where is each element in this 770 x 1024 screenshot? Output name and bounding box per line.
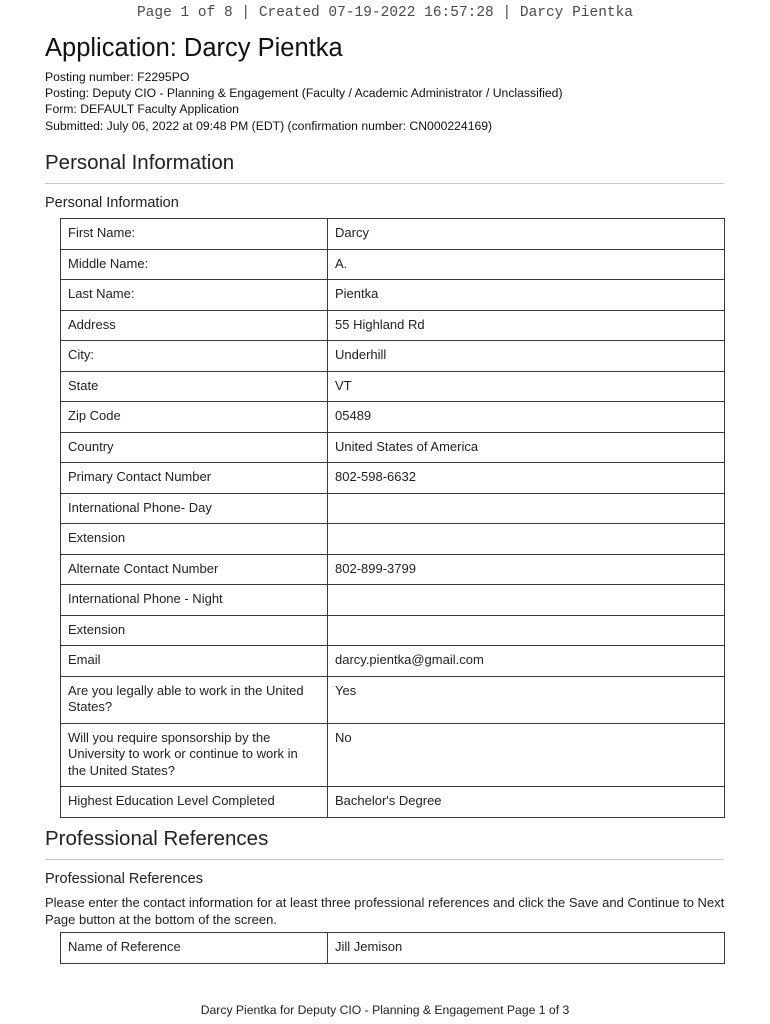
field-value: Darcy	[328, 219, 725, 250]
field-label: Country	[61, 432, 328, 463]
field-label: Address	[61, 310, 328, 341]
field-value: 05489	[328, 402, 725, 433]
field-value: Bachelor's Degree	[328, 787, 725, 818]
submitted-info: Submitted: July 06, 2022 at 09:48 PM (EDT) (confirmation number: CN000224169)	[45, 118, 493, 133]
field-value: Underhill	[328, 341, 725, 372]
posting-number: Posting number: F2295PO	[45, 70, 190, 84]
table-row	[61, 524, 725, 555]
table-row	[61, 585, 725, 616]
table-row	[61, 432, 725, 463]
table-row	[61, 615, 725, 646]
field-label: Extension	[61, 615, 328, 646]
table-row	[61, 787, 725, 818]
field-label: Zip Code	[61, 402, 328, 433]
table-row	[61, 493, 725, 524]
table-row	[61, 723, 725, 787]
field-value: VT	[328, 371, 725, 402]
field-value: Yes	[328, 676, 725, 723]
table-row	[61, 554, 725, 585]
page-title: Application: Darcy Pientka	[45, 34, 343, 62]
field-value: 802-899-3799	[328, 554, 725, 585]
field-value: 802-598-6632	[328, 463, 725, 494]
field-label: Primary Contact Number	[61, 463, 328, 494]
table-row	[61, 646, 725, 677]
field-value: United States of America	[328, 432, 725, 463]
field-label: Email	[61, 646, 328, 677]
references-subsection-title: Professional References	[45, 871, 203, 887]
table-row	[61, 341, 725, 372]
field-label: City:	[61, 341, 328, 372]
section-divider	[45, 859, 724, 860]
field-value: 55 Highland Rd	[328, 310, 725, 341]
personal-section-title: Personal Information	[45, 151, 235, 174]
table-row	[61, 676, 725, 723]
created-timestamp: Created 07-19-2022 16:57:28	[258, 5, 494, 21]
field-value: darcy.pientka@gmail.com	[328, 646, 725, 677]
field-label: Extension	[61, 524, 328, 555]
personal-subsection-title: Personal Information	[45, 195, 179, 211]
field-label: State	[61, 371, 328, 402]
table-row	[61, 402, 725, 433]
header-applicant: Darcy Pientka	[519, 5, 633, 21]
field-value	[328, 524, 725, 555]
posting-title: Posting: Deputy CIO - Planning & Engagement (Faculty / Academic Administrator / Unclassified)	[45, 86, 563, 101]
field-label: Alternate Contact Number	[61, 554, 328, 585]
references-instructions: Please enter the contact information for at least three professional references and click the Save and Continue to Next Page button at the bottom of the screen.	[45, 895, 725, 927]
field-label: First Name:	[61, 219, 328, 250]
references-section-title: Professional References	[45, 827, 269, 850]
page-indicator: Page 1 of 8	[136, 5, 233, 21]
references-table	[60, 932, 725, 964]
field-value	[328, 493, 725, 524]
field-value: A.	[328, 249, 725, 280]
field-value: No	[328, 723, 725, 787]
field-value	[328, 615, 725, 646]
field-value: Jill Jemison	[328, 933, 725, 964]
personal-info-table	[60, 218, 725, 818]
table-row	[61, 371, 725, 402]
application-meta	[45, 69, 563, 134]
field-label: Are you legally able to work in the United States?	[61, 676, 328, 723]
field-label: Highest Education Level Completed	[61, 787, 328, 818]
table-row	[61, 249, 725, 280]
table-row	[61, 310, 725, 341]
field-label: Will you require sponsorship by the University to work or continue to work in the United States?	[61, 723, 328, 787]
table-row	[61, 933, 725, 964]
field-value: Pientka	[328, 280, 725, 311]
form-name: Form: DEFAULT Faculty Application	[45, 102, 239, 117]
field-label: Name of Reference	[61, 933, 328, 964]
field-label: International Phone - Night	[61, 585, 328, 616]
print-header	[0, 5, 770, 21]
field-label: International Phone- Day	[61, 493, 328, 524]
field-label: Middle Name:	[61, 249, 328, 280]
table-row	[61, 463, 725, 494]
table-row	[61, 280, 725, 311]
header-separator: |	[502, 5, 512, 21]
header-separator: |	[241, 5, 251, 21]
field-value	[328, 585, 725, 616]
section-divider	[45, 183, 724, 184]
page-footer: Darcy Pientka for Deputy CIO - Planning & Engagement Page 1 of 3	[200, 1003, 570, 1017]
table-row	[61, 219, 725, 250]
field-label: Last Name:	[61, 280, 328, 311]
